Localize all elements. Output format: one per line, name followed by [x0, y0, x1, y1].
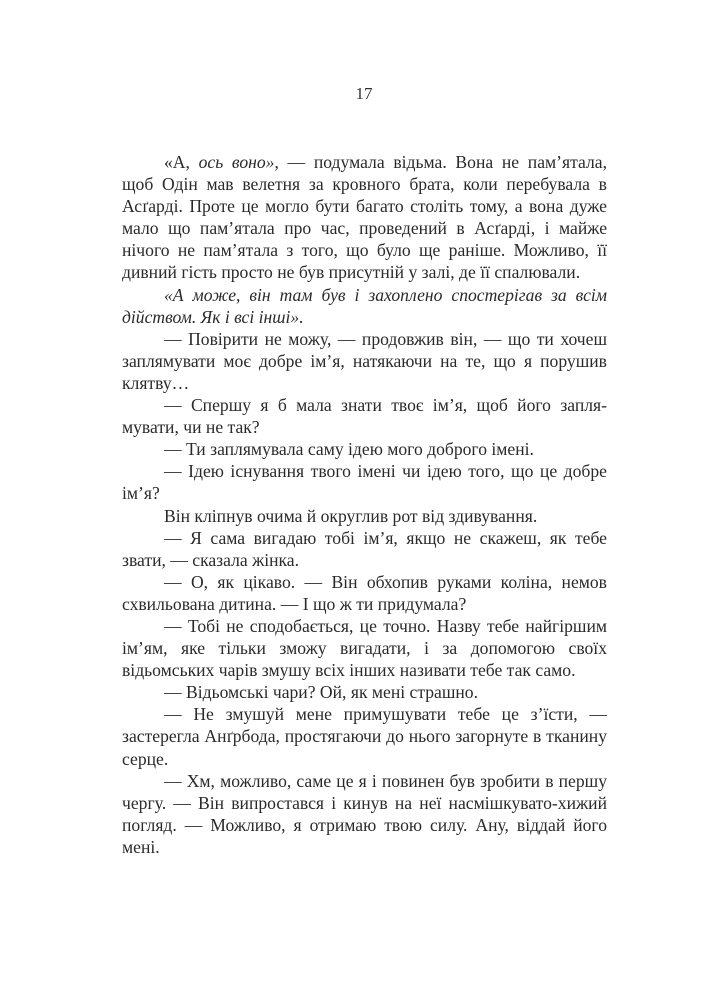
dialogue-line	[122, 703, 607, 769]
dialogue-line	[122, 328, 607, 394]
text-run: — Відьомські чари? Ой, як мені страшно.	[164, 682, 479, 703]
body-text	[122, 151, 607, 858]
paragraph	[122, 151, 607, 284]
text-run: — Я сама вигадаю тобі ім’я, якщо не скажеш, як тебе звати, — сказала жінка.	[122, 527, 607, 570]
text-run: , — подумала відьма. Вона не пам’ятала, щоб Одін мав велетня за кровного брата, коли перебувала в Асґарді. Проте це могло бути багато століть тому, а вона дуже мало що пам’ятала про час, проведений в Асґарді, і майже нічого не пам’ятала з того, що було ще раніше. Можливо, її дивний гість просто не був присутній у залі, де її спалювали.	[122, 152, 607, 283]
dialogue-line	[122, 527, 607, 571]
dialogue-line	[122, 770, 607, 858]
page-number: 17	[355, 84, 373, 103]
narration-line	[122, 505, 607, 527]
dialogue-line	[122, 615, 607, 681]
text-run: — Тобі не сподобається, це точно. Назву тебе найгіршим ім’ям, яке тільки зможу вигадати, і за допомогою своїх відьомських чарів змушу всіх інших називати тебе так само.	[122, 615, 607, 681]
italic-thought-paragraph	[122, 284, 607, 328]
text-run: — Ідею існування твого імені чи ідею того, що це добре ім’я?	[122, 461, 607, 504]
text-run: Він кліпнув очима й округлив рот від здивування.	[164, 505, 538, 526]
text-run: «А може, він там був і захоплено спостерігав за всім дійством. Як і всі інші».	[122, 284, 607, 327]
text-run: — Повірити не можу, — продовжив він, — що ти хочеш заплямувати моє добре ім’я, натякаючи на те, що я порушив клятву…	[122, 328, 607, 393]
dialogue-line	[122, 438, 607, 460]
text-run: — Не змушуй мене примушувати тебе це з’їсти, — застерегла Анґрбода, простягаючи до нього загорнуте в тканину серце.	[122, 704, 607, 769]
text-run: — О, як цікаво. — Він обхопив руками коліна, немов схвильована дитина. — І що ж ти придумала?	[122, 571, 607, 614]
text-run: «А,	[164, 152, 199, 172]
dialogue-line	[122, 394, 607, 438]
dialogue-line	[122, 460, 607, 504]
italic-thought: ось воно»	[198, 152, 275, 172]
text-run: — Спершу я б мала знати твоє ім’я, щоб його заплямувати, чи не так?	[122, 395, 607, 438]
dialogue-line	[122, 571, 607, 615]
text-run: — Ти заплямувала саму ідею мого доброго імені.	[164, 439, 534, 460]
text-run: — Хм, можливо, саме це я і повинен був зробити в першу чергу. — Він випростався і кинув на неї насмішкувато-хижий погляд. — Можливо, я отримаю твою силу. Ану, віддай його мені.	[122, 770, 607, 857]
dialogue-line	[122, 681, 607, 703]
